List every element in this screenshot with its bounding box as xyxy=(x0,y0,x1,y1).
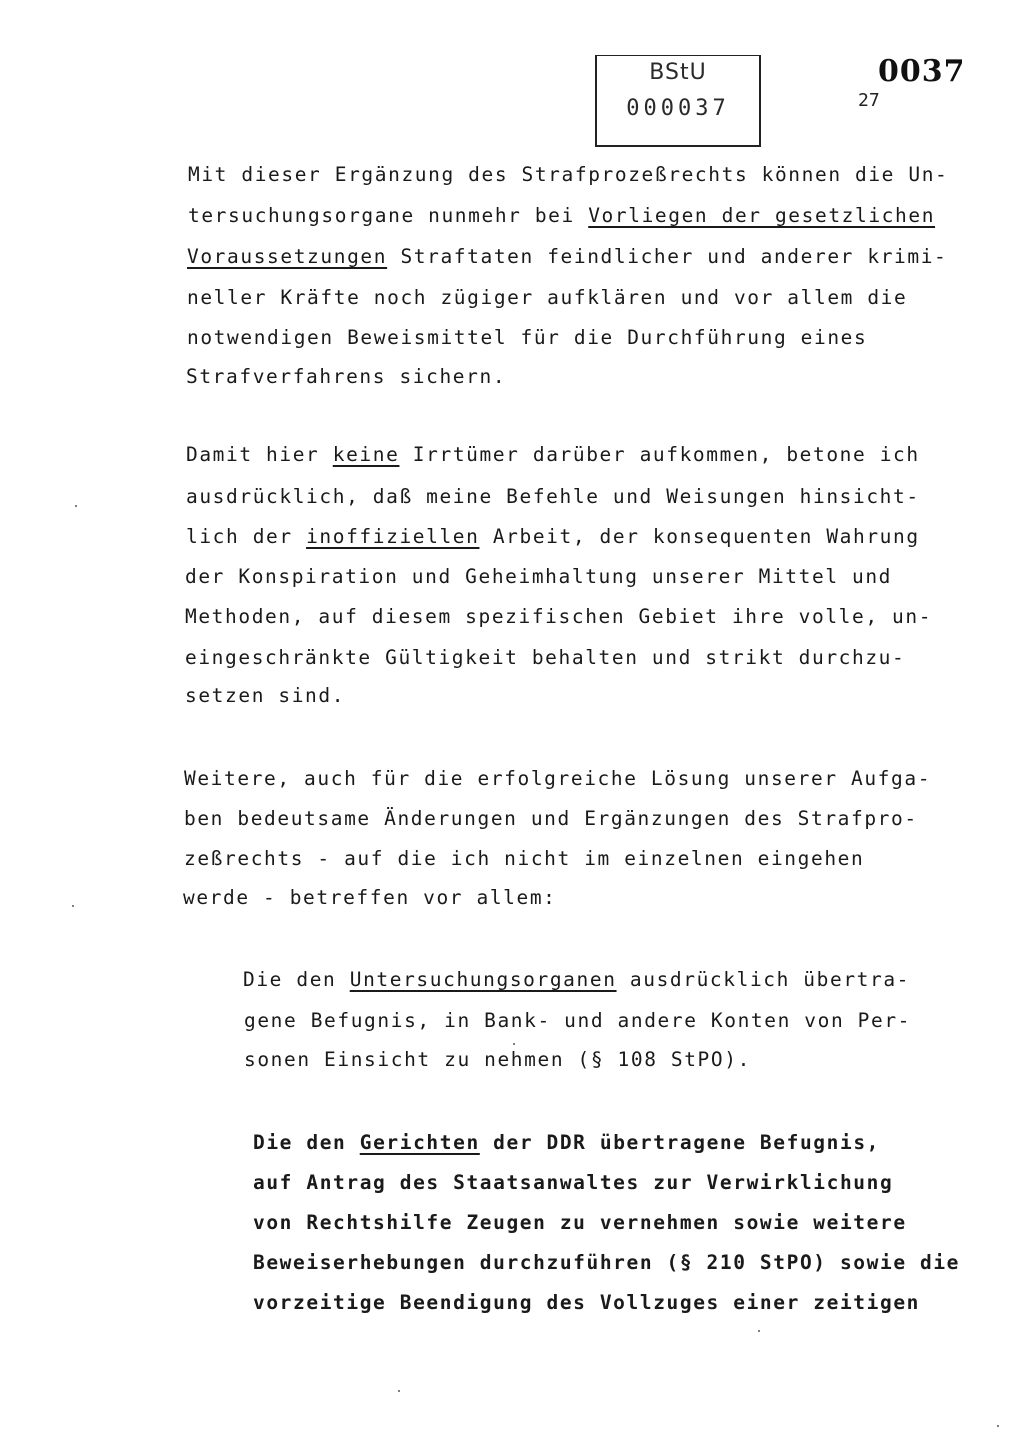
text-line: tersuchungsorgane nunmehr bei Vorliegen der gesetzlichen xyxy=(188,204,936,227)
text-line: vorzeitige Beendigung des Vollzuges einer zeitigen xyxy=(253,1291,920,1314)
scan-speck xyxy=(997,1425,999,1427)
underlined-phrase: Vorliegen der gesetzlichen xyxy=(588,204,936,227)
text-line: notwendigen Beweismittel für die Durchführung eines xyxy=(187,326,868,349)
archive-stamp xyxy=(595,55,761,147)
text-line: Mit dieser Ergänzung des Strafprozeßrechts können die Un- xyxy=(188,163,949,186)
text-line: Die den Untersuchungsorganen ausdrücklich übertra- xyxy=(243,968,911,991)
scan-speck xyxy=(72,905,74,907)
text-line: sonen Einsicht zu nehmen (§ 108 StPO). xyxy=(244,1048,751,1071)
text-line: ben bedeutsame Änderungen und Ergänzungen des Strafpro- xyxy=(184,807,918,830)
text-line: zeßrechts - auf die ich nicht im einzelnen eingehen xyxy=(184,847,865,870)
text-line: lich der inoffiziellen Arbeit, der konsequenten Wahrung xyxy=(186,525,920,548)
text-line: neller Kräfte noch zügiger aufklären und vor allem die xyxy=(187,286,908,309)
text-line: Beweiserhebungen durchzuführen (§ 210 StPO) sowie die xyxy=(253,1251,961,1274)
text-line: Weitere, auch für die erfolgreiche Lösung unserer Aufga- xyxy=(184,767,932,790)
underlined-phrase: keine xyxy=(332,443,400,466)
text-line: ausdrücklich, daß meine Befehle und Weisungen hinsicht- xyxy=(186,485,920,508)
page-number: 27 xyxy=(858,90,880,111)
archive-number: 0037 xyxy=(878,54,966,89)
text-line: setzen sind. xyxy=(185,684,346,707)
text-line: Die den Gerichten der DDR übertragene Befugnis, xyxy=(253,1131,880,1154)
scan-speck xyxy=(398,1390,400,1392)
underlined-phrase: Untersuchungsorganen xyxy=(349,968,617,991)
scan-speck xyxy=(75,505,77,507)
text-line: Damit hier keine Irrtümer darüber aufkommen, betone ich xyxy=(186,443,920,466)
text-line: von Rechtshilfe Zeugen zu vernehmen sowie weitere xyxy=(253,1211,907,1234)
underlined-phrase: Gerichten xyxy=(359,1131,480,1154)
text-line: der Konspiration und Geheimhaltung unserer Mittel und xyxy=(185,565,893,588)
underlined-phrase: Voraussetzungen xyxy=(187,245,388,268)
text-line: werde - betreffen vor allem: xyxy=(183,886,557,909)
stamp-number: 000037 xyxy=(626,96,730,121)
text-line: Methoden, auf diesem spezifischen Gebiet ihre volle, un- xyxy=(185,605,933,628)
underlined-phrase: inoffiziellen xyxy=(306,525,480,548)
text-line: auf Antrag des Staatsanwaltes zur Verwirklichung xyxy=(253,1171,894,1194)
scan-speck xyxy=(758,1330,760,1332)
stamp-org: BStU xyxy=(649,60,707,85)
text-line: Strafverfahrens sichern. xyxy=(186,365,507,388)
text-line: eingeschränkte Gültigkeit behalten und strikt durchzu- xyxy=(185,646,906,669)
text-line: Voraussetzungen Straftaten feindlicher und anderer krimi- xyxy=(187,245,948,268)
scan-speck xyxy=(513,1043,515,1045)
text-line: gene Befugnis, in Bank- und andere Konten von Per- xyxy=(244,1009,911,1032)
